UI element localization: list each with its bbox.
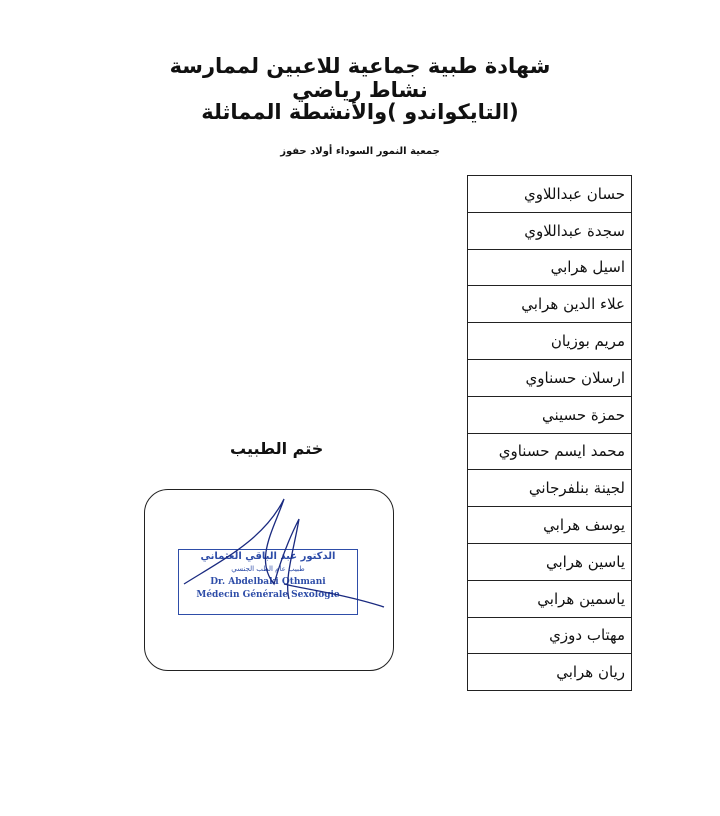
table-row (468, 543, 632, 580)
player-name: ياسمين هرابي (468, 580, 632, 617)
player-name: علاء الدين هرابي (468, 286, 632, 323)
player-name: سجدة عبداللاوي (468, 212, 632, 249)
table-row (468, 433, 632, 470)
player-name: ارسلان حسناوي (468, 359, 632, 396)
stamp-english-title: Médecin Générale Sexologie (196, 590, 340, 600)
doctor-seal-label: ختم الطبيب (230, 439, 324, 458)
table-row (468, 212, 632, 249)
table-row (468, 286, 632, 323)
table-row (468, 617, 632, 654)
stamp-arabic-title: طبيب عام الطب الجنسي (231, 565, 305, 573)
table-row (468, 654, 632, 691)
document-subtitle: (التايكواندو )والأنشطة المماثلة (201, 100, 519, 124)
player-name: محمد ايسم حسناوي (468, 433, 632, 470)
player-name: مهتاب دوزي (468, 617, 632, 654)
table-row (468, 249, 632, 286)
table-row (468, 176, 632, 213)
player-name: ريان هرابي (468, 654, 632, 691)
player-name: اسيل هرابي (468, 249, 632, 286)
table-row (468, 359, 632, 396)
player-name: حسان عبداللاوي (468, 176, 632, 213)
table-row (468, 323, 632, 360)
player-name: يوسف هرابي (468, 507, 632, 544)
table-row (468, 580, 632, 617)
club-name: جمعية النمور السوداء أولاد حفوز (280, 146, 440, 157)
document-title: شهادة طبية جماعية للاعبين لممارسة نشاط رياضي (169, 54, 551, 102)
player-name: حمزة حسيني (468, 396, 632, 433)
table-row (468, 470, 632, 507)
player-name: ياسين هرابي (468, 543, 632, 580)
player-name: لجينة بنلفرجاني (468, 470, 632, 507)
signature (144, 489, 394, 619)
table-row (468, 507, 632, 544)
stamp-arabic-name: الدكتور عبد الباقي العثماني (200, 551, 336, 562)
players-table (467, 175, 632, 691)
stamp-english-name: Dr. Abdelbaki Othmani (210, 577, 326, 587)
table-row (468, 396, 632, 433)
player-name: مريم بوزيان (468, 323, 632, 360)
